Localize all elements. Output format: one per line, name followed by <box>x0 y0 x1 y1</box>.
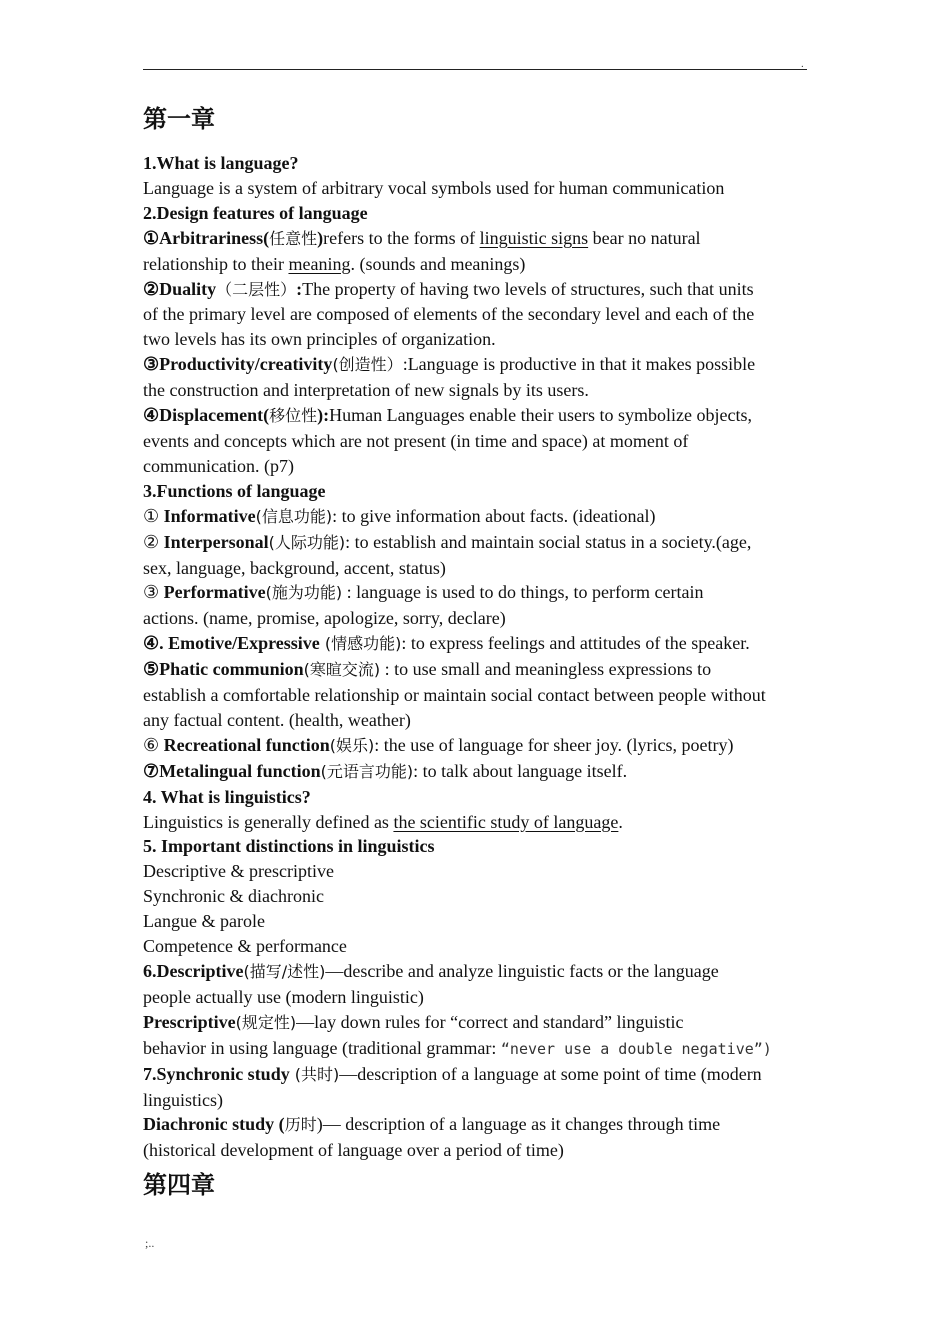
synchronic-line-2: linguistics) <box>143 1089 223 1110</box>
interpersonal-line-2: sex, language, background, accent, status) <box>143 557 446 578</box>
productivity-line-1 <box>143 352 811 378</box>
metalingual-text: : to talk about language itself. <box>413 760 628 781</box>
descriptive-text: —describe and analyze linguistic facts or the language <box>325 961 719 981</box>
distinction-item: Synchronic & diachronic <box>143 886 324 907</box>
q4-end: . <box>618 811 623 832</box>
displacement-cn: 移位性 <box>269 406 318 426</box>
q1-heading: 1.What is language? <box>143 153 299 173</box>
descriptive-line-1 <box>143 959 811 985</box>
emotive-num: ④. <box>143 633 164 654</box>
duality-colon: : <box>296 278 303 299</box>
recreational-text: : the use of language for sheer joy. (lyrics, poetry) <box>374 734 734 755</box>
chapter-1-title: 第一章 <box>143 105 215 133</box>
diachronic-line-2: (historical development of language over a period of time) <box>143 1140 564 1161</box>
prescriptive-cn: (规定性) <box>235 1012 297 1032</box>
prescriptive-text: —lay down rules for “correct and standard” linguistic <box>296 1011 684 1032</box>
header-mark: . <box>801 58 804 70</box>
synchronic-cn: (共时) <box>289 1064 340 1084</box>
phatic-num: ⑤ <box>143 659 160 680</box>
synchronic-text: —description of a language at some point of time (modern <box>339 1063 762 1084</box>
arbitrariness-text: refers to the forms of <box>323 227 480 248</box>
metalingual-line <box>143 759 811 785</box>
productivity-line-2: the construction and interpretation of new signals by its users. <box>143 380 589 401</box>
recreational-line <box>143 733 811 759</box>
distinction-item: Descriptive & prescriptive <box>143 861 334 882</box>
productivity-term: ③Productivity/creativity <box>143 354 333 375</box>
arbitrariness-term: ①Arbitrariness( <box>143 227 270 248</box>
interpersonal-text: : to establish and maintain social status in a society.(age, <box>345 531 752 552</box>
q3-heading: 3.Functions of language <box>143 480 326 501</box>
arbitrariness-text-2: bear no natural <box>588 227 701 248</box>
q1-answer: Language is a system of arbitrary vocal symbols used for human communication <box>143 177 725 198</box>
performative-line-2: actions. (name, promise, apologize, sorry, declare) <box>143 608 506 629</box>
distinction-item: Competence & performance <box>143 936 347 957</box>
displacement-line-2: events and concepts which are not present (in time and space) at moment of <box>143 430 689 451</box>
arbitrariness-line-1 <box>143 226 811 252</box>
phatic-text: : to use small and meaningless expressions to <box>380 659 712 680</box>
informative-line <box>143 504 811 530</box>
prescriptive-term: Prescriptive <box>143 1011 236 1032</box>
metalingual-num: ⑦ <box>143 760 160 781</box>
arbitrariness-line-2a: relationship to their <box>143 253 289 274</box>
diachronic-cn: 历时 <box>284 1115 317 1135</box>
meaning-term: meaning <box>288 253 351 274</box>
informative-num: ① <box>143 505 160 526</box>
q4-text: Linguistics is generally defined as <box>143 811 394 832</box>
metalingual-term: Metalingual function <box>159 760 321 781</box>
descriptive-cn: (描写/述性) <box>243 962 326 981</box>
duality-line-3: two levels has its own principles of organization. <box>143 329 496 350</box>
displacement-line-3: communication. (p7) <box>143 455 294 476</box>
performative-term: Performative <box>163 582 266 603</box>
prescriptive-example: “never use a double negative”) <box>500 1039 772 1058</box>
diachronic-line-1 <box>143 1112 811 1138</box>
emotive-term: Emotive/Expressive <box>168 633 320 654</box>
q4-underlined: the scientific study of language <box>393 811 619 832</box>
q4-definition <box>143 810 811 835</box>
arbitrariness-line-2b: . (sounds and meanings) <box>350 253 526 274</box>
phatic-line-1 <box>143 657 811 683</box>
linguistic-signs: linguistic signs <box>479 227 589 248</box>
displacement-line-1 <box>143 403 811 429</box>
displacement-term-end: ): <box>317 405 330 426</box>
displacement-text: Human Languages enable their users to symbolize objects, <box>329 405 753 426</box>
phatic-line-2: establish a comfortable relationship or maintain social contact between people without <box>143 685 766 706</box>
prescriptive-line-1 <box>143 1010 811 1036</box>
interpersonal-num: ② <box>143 531 160 552</box>
distinction-item: Langue & parole <box>143 911 265 932</box>
duality-line-2: of the primary level are composed of elements of the secondary level and each of the <box>143 304 755 325</box>
duality-term: ②Duality <box>143 278 217 299</box>
interpersonal-cn: (人际功能) <box>268 532 346 552</box>
arbitrariness-line-2 <box>143 252 811 277</box>
duality-line-1 <box>143 277 811 303</box>
emotive-text: : to express feelings and attitudes of the speaker. <box>401 633 750 654</box>
descriptive-line-2: people actually use (modern linguistic) <box>143 986 424 1007</box>
performative-num: ③ <box>143 582 160 603</box>
prescriptive-line-2 <box>143 1036 811 1062</box>
header-rule <box>143 69 807 70</box>
q4-heading: 4. What is linguistics? <box>143 786 311 807</box>
interpersonal-term: Interpersonal <box>163 531 269 552</box>
interpersonal-line-1 <box>143 530 811 556</box>
recreational-cn: (娱乐) <box>329 735 375 755</box>
diachronic-term: Diachronic study ( <box>143 1114 285 1135</box>
duality-cn: （二层性） <box>216 279 297 299</box>
productivity-cn: (创造性） <box>332 355 403 375</box>
emotive-cn: (情感功能) <box>319 634 402 654</box>
emotive-line <box>143 631 811 657</box>
metalingual-cn: (元语言功能) <box>320 761 414 781</box>
prescriptive-line-2-text: behavior in using language (traditional grammar: <box>143 1037 501 1058</box>
recreational-num: ⑥ <box>143 734 160 755</box>
informative-term: Informative <box>163 505 256 526</box>
q2-heading: 2.Design features of language <box>143 202 368 223</box>
phatic-line-3: any factual content. (health, weather) <box>143 709 411 730</box>
diachronic-text: )— description of a language as it changes through time <box>316 1114 721 1135</box>
chapter-4-title: 第四章 <box>143 1171 215 1200</box>
footer-mark: ;.. <box>145 1236 155 1250</box>
performative-text: : language is used to do things, to perform certain <box>342 582 704 603</box>
q5-heading: 5. Important distinctions in linguistics <box>143 836 435 857</box>
arbitrariness-term-end: ) <box>317 227 324 248</box>
phatic-cn: (寒暄交流) <box>303 660 381 680</box>
performative-line-1 <box>143 580 811 606</box>
synchronic-line-1 <box>143 1062 811 1088</box>
page-content <box>143 103 811 1201</box>
informative-text: : to give information about facts. (ideational) <box>332 505 656 526</box>
displacement-term: ④Displacement( <box>143 405 270 426</box>
synchronic-term: 7.Synchronic study <box>143 1063 290 1084</box>
productivity-text: :Language is productive in that it makes possible <box>402 354 756 375</box>
descriptive-term: 6.Descriptive <box>143 961 244 981</box>
duality-text: The property of having two levels of structures, such that units <box>302 278 754 299</box>
phatic-term: Phatic communion <box>159 659 304 680</box>
recreational-term: Recreational function <box>163 734 330 755</box>
informative-cn: (信息功能) <box>255 506 333 526</box>
performative-cn: (施为功能) <box>265 583 343 603</box>
arbitrariness-cn: 任意性 <box>269 228 318 248</box>
